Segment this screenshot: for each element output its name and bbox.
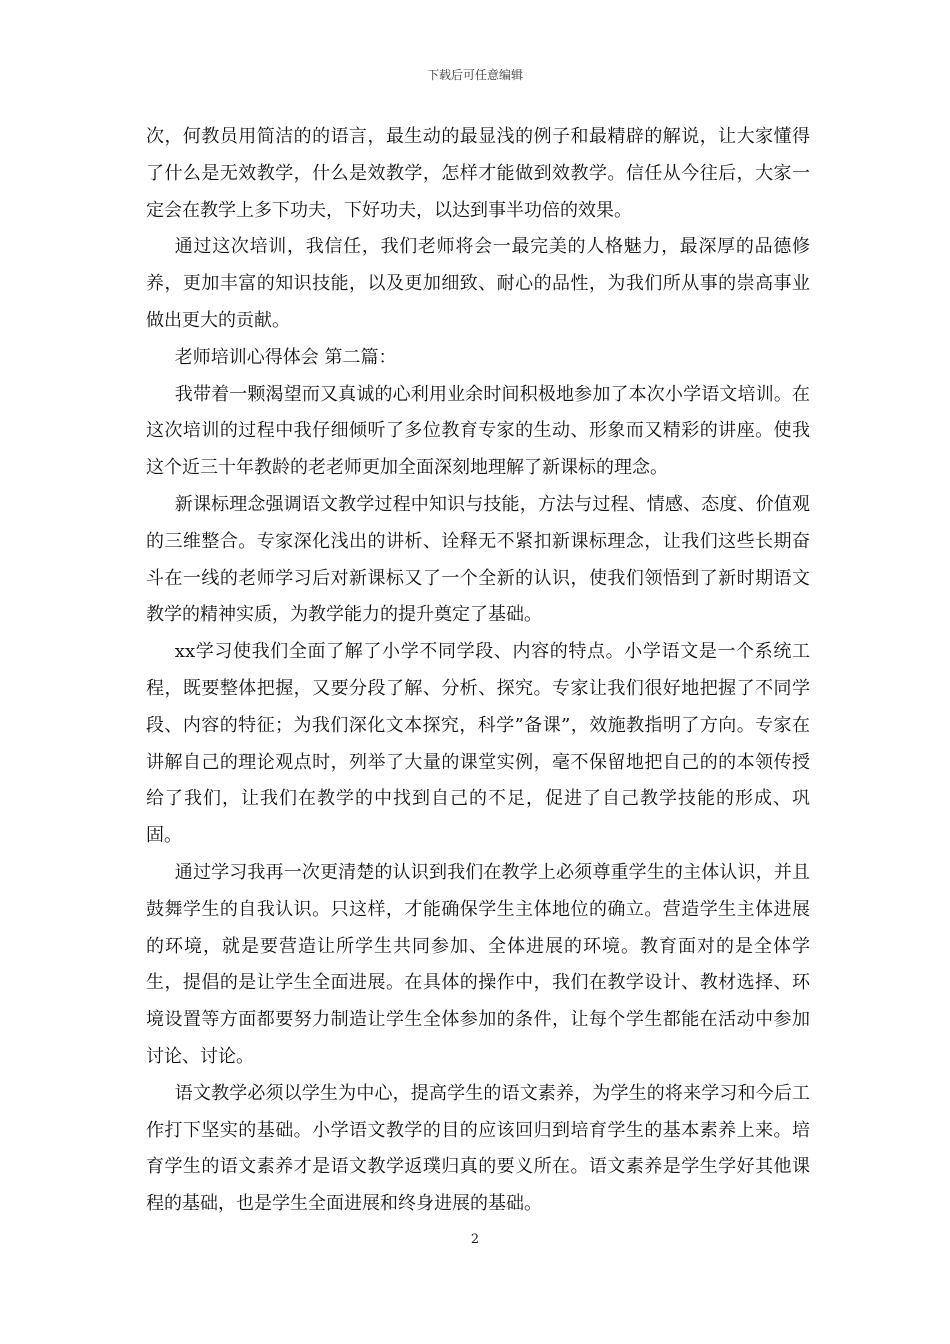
document-body <box>146 119 810 1223</box>
paragraph-7: 语文教学必须以学生为中心，提高学生的语文素养，为学生的将来学习和今后工作打下坚实的基础。小学语文教学的目的应该回归到培育学生的基本素养上来。培育学生的语文素养才是语文教学返璞归真的要义所在。语文素养是学生学好其他课程的基础，也是学生全面进展和终身进展的基础。 <box>146 1082 810 1215</box>
section-heading: 老师培训心得体会 第二篇： <box>174 346 397 368</box>
paragraph-1: 次，何教员用简洁的的语言，最生动的最显浅的例子和最精辟的解说，让大家懂得了什么是无效教学，什么是效教学，怎样才能做到效教学。信任从今往后，大家一定会在教学上多下功夫，下好功夫，以达到事半功倍的效果。 <box>146 126 810 221</box>
paragraph-3: 我带着一颗渴望而又真诚的心利用业余时间积极地参加了本次小学语文培训。在这次培训的过程中我仔细倾听了多位教育专家的生动、形象而又精彩的讲座。使我这个近三十年教龄的老老师更加全面深刻地理解了新课标的理念。 <box>146 383 810 479</box>
paragraph-6: 通过学习我再一次更清楚的认识到我们在教学上必须尊重学生的主体认识，并且鼓舞学生的自我认识。只这样，才能确保学生主体地位的确立。营造学生主体进展的环境，就是要营造让所学生共同参加、全体进展的环境。教育面对的是全体学生，提倡的是让学生全面进展。在具体的操作中，我们在教学设计、教材选择、环境设置等方面都要努力制造让学生全体参加的条件，让每个学生都能在活动中参加讨论、讨论。 <box>146 861 810 1067</box>
paragraph-4: 新课标理念强调语文教学过程中知识与技能，方法与过程、情感、态度、价值观的三维整合。专家深化浅出的讲析、诠释无不紧扣新课标理念，让我们这些长期奋斗在一线的老师学习后对新课标又了一个全新的认识，使我们领悟到了新时期语文教学的精神实质，为教学能力的提升奠定了基础。 <box>146 493 810 626</box>
page-header: 下载后可任意编辑 <box>426 68 523 82</box>
page-number: 2 <box>470 1232 480 1247</box>
paragraph-2: 通过这次培训，我信任，我们老师将会一最完美的人格魅力，最深厚的品德修养，更加丰富的知识技能，以及更加细致、耐心的品性，为我们所从事的崇高事业做出更大的贡献。 <box>146 236 810 331</box>
paragraph-5: xx学习使我们全面了解了小学不同学段、内容的特点。小学语文是一个系统工程，既要整体把握，又要分段了解、分析、探究。专家让我们很好地把握了不同学段、内容的特征；为我们深化文本探究，科学”备课”，效施教指明了方向。专家在讲解自己的理论观点时，列举了大量的课堂实例，毫不保留地把自己的的本领传授给了我们，让我们在教学的中找到自己的不足，促进了自己教学技能的形成、巩固。 <box>146 641 810 847</box>
